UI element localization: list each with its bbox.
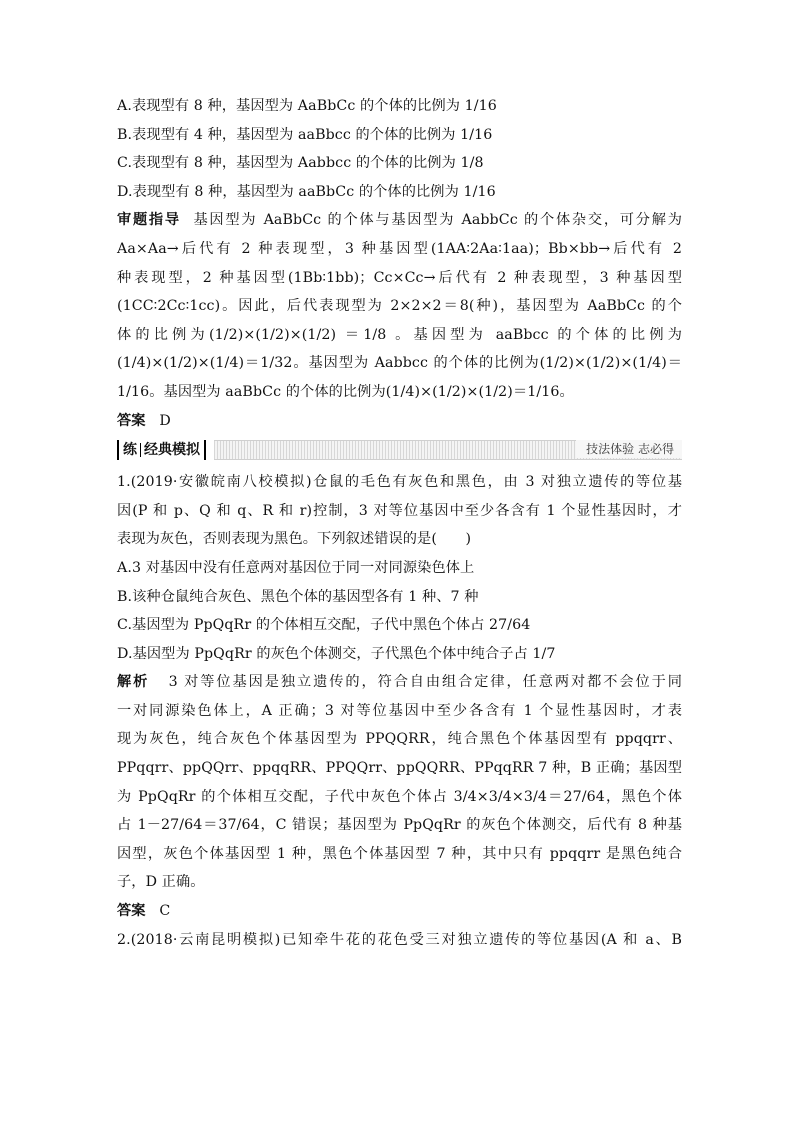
banner-char: 练 bbox=[123, 442, 137, 459]
option-c: C.表现型有 8 种，基因型为 Aabbcc 的个体的比例为 1/8 bbox=[117, 155, 484, 172]
document-page bbox=[117, 92, 682, 954]
q2-stem-1: 2.(2018·云南昆明模拟)已知牵牛花的花色受三对独立遗传的等位基因(A 和 a、B bbox=[117, 931, 682, 948]
section-banner bbox=[117, 439, 682, 461]
answer-label: 答案 bbox=[117, 903, 146, 920]
q1-option-b: B.该种仓鼠纯合灰色、黑色个体的基因型各有 1 种、7 种 bbox=[117, 588, 479, 605]
analysis-label: 解析 bbox=[117, 674, 150, 691]
guide-text-1: 基因型为 AaBbCc 的个体与基因型为 AabbCc 的个体杂交，可分解为 bbox=[193, 212, 682, 229]
guide-line-1 bbox=[117, 206, 682, 235]
analysis-line-8: 子，D 正确。 bbox=[117, 874, 205, 891]
answer-row-1 bbox=[117, 407, 682, 436]
banner-separator bbox=[140, 443, 141, 457]
analysis-line-3: 现为灰色，纯合灰色个体基因型为 PPQQRR，纯合黑色个体基因型有 ppqqrr、 bbox=[117, 731, 682, 748]
banner-title: 经典模拟 bbox=[144, 442, 200, 459]
analysis-text-1: 3 对等位基因是独立遗传的，符合自由组合定律，任意两对都不会位于同 bbox=[168, 674, 682, 691]
option-b: B.表现型有 4 种，基因型为 aaBbcc 的个体的比例为 1/16 bbox=[117, 126, 493, 143]
guide-line-5: 体的比例为(1/2)×(1/2)×(1/2) ＝1/8 。基因型为 aaBbcc 的个体的比例为 bbox=[117, 326, 682, 343]
guide-line-3: 种表现型，2 种基因型(1Bb∶1bb)；Cc×Cc→后代有 2 种表现型，3 种基因型 bbox=[117, 269, 682, 286]
answer-row-2 bbox=[117, 897, 682, 926]
analysis-line-7: 因型，灰色个体基因型 1 种，黑色个体基因型 7 种，其中只有 ppqqrr 是黑色纯合 bbox=[117, 845, 682, 862]
option-d: D.表现型有 8 种，基因型为 aaBbCc 的个体的比例为 1/16 bbox=[117, 183, 496, 200]
analysis-line-4: PPqqrr、ppQQrr、ppqqRR、PPQQrr、ppQQRR、PPqqRR 7 种，B 正确；基因型 bbox=[117, 760, 682, 777]
q1-stem-2: 因(P 和 p、Q 和 q、R 和 r)控制，3 对等位基因中至少各含有 1 个显性基因时，才 bbox=[117, 502, 682, 519]
option-a: A.表现型有 8 种，基因型为 AaBbCc 的个体的比例为 1/16 bbox=[117, 98, 497, 114]
analysis-line-5: 为 PpQqRr 的个体相互交配，子代中灰色个体占 3/4×3/4×3/4＝27/64，黑色个体 bbox=[117, 788, 682, 805]
banner-title-box bbox=[117, 440, 206, 460]
analysis-line-6: 占 1－27/64＝37/64，C 错误；基因型为 PpQqRr 的灰色个体测交，后代有 8 种基 bbox=[117, 817, 682, 834]
q1-option-c: C.基因型为 PpQqRr 的个体相互交配，子代中黑色个体占 27/64 bbox=[117, 617, 531, 634]
q1-option-a: A.3 对基因中没有任意两对基因位于同一对同源染色体上 bbox=[117, 559, 475, 576]
guide-line-2: Aa×Aa→后代有 2 种表现型，3 种基因型(1AA∶2Aa∶1aa)；Bb×bb→后代有 2 bbox=[117, 240, 682, 257]
guide-line-6: (1/4)×(1/2)×(1/4)＝1/32。基因型为 Aabbcc 的个体的比例为(1/2)×(1/2)×(1/4)＝ bbox=[117, 355, 682, 372]
answer-value: D bbox=[159, 412, 171, 429]
guide-label: 审题指导 bbox=[117, 212, 181, 229]
q1-stem-3: 表现为灰色，否则表现为黑色。下列叙述错误的是( ) bbox=[117, 531, 472, 548]
guide-line-7: 1/16。基因型为 aaBbCc 的个体的比例为(1/4)×(1/2)×(1/2)＝1/16。 bbox=[117, 383, 574, 400]
guide-line-4: (1CC∶2Cc∶1cc)。因此，后代表现型为 2×2×2＝8(种)，基因型为 AaBbCc 的个 bbox=[117, 298, 682, 315]
analysis-line-1 bbox=[117, 668, 682, 697]
q1-stem-1: 1.(2019·安徽皖南八校模拟)仓鼠的毛色有灰色和黑色，由 3 对独立遗传的等位基 bbox=[117, 474, 682, 491]
banner-tag: 技法体验 志必得 bbox=[576, 440, 682, 458]
answer-label: 答案 bbox=[117, 412, 146, 429]
answer-value: C bbox=[159, 903, 171, 920]
analysis-line-2: 一对同源染色体上，A 正确；3 对等位基因中至少各含有 1 个显性基因时，才表 bbox=[117, 702, 682, 719]
q1-option-d: D.基因型为 PpQqRr 的灰色个体测交，子代黑色个体中纯合子占 1/7 bbox=[117, 645, 556, 662]
banner-bar bbox=[214, 440, 682, 460]
